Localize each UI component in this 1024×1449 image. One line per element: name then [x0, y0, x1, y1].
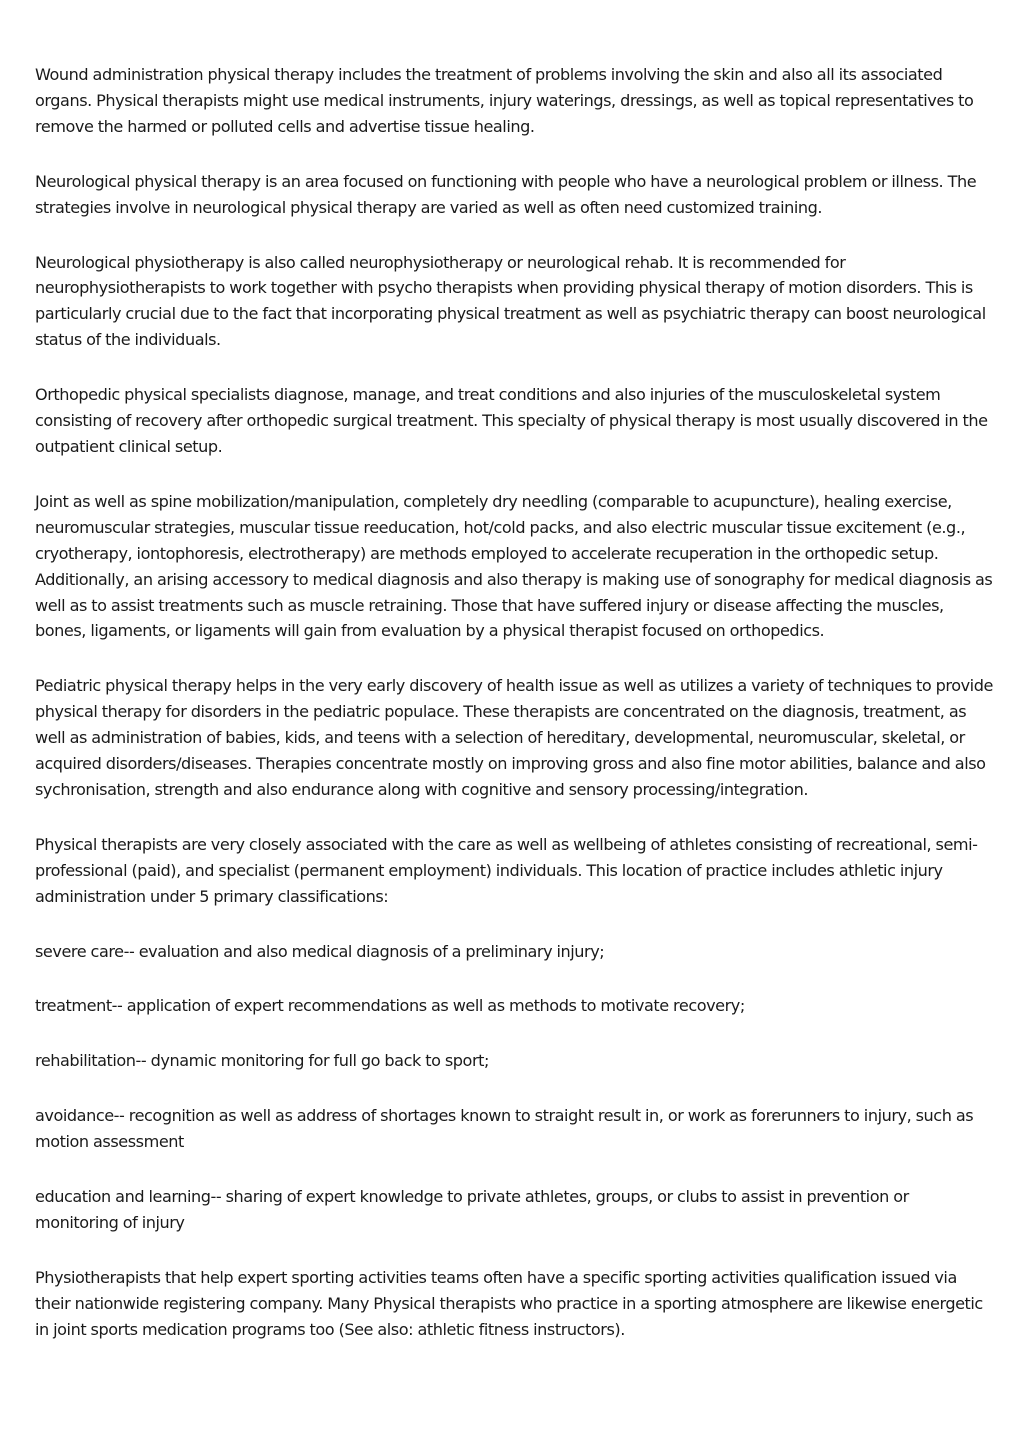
document-body — [35, 62, 995, 1372]
paragraph-sports-teams: Physiotherapists that help expert sporting activities teams often have a specific sporting activities qualification issued via their nationwide registering company. Many Physical therapists who practice in a sporting atmosphere are likewise energetic in joint sports medication programs too (See also: athletic fitness instructors). — [35, 1267, 983, 1339]
paragraph-neurophysiotherapy: Neurological physiotherapy is also called neurophysiotherapy or neurological rehab. It is recommended for neurophysiotherapists to work together with psycho therapists when providing physical therapy of motion disorders. This is particularly crucial due to the fact that incorporating physical treatment as well as psychiatric therapy can boost neurological status of the individuals. — [35, 252, 986, 350]
list-item-rehabilitation: rehabilitation-- dynamic monitoring for full go back to sport; — [35, 1051, 489, 1071]
list-item-treatment: treatment-- application of expert recommendations as well as methods to motivate recovery; — [35, 996, 745, 1016]
list-item-severe-care: severe care-- evaluation and also medical diagnosis of a preliminary injury; — [35, 941, 605, 961]
paragraph-orthopedic-intro: Orthopedic physical specialists diagnose, manage, and treat conditions and also injuries of the musculoskeletal system consisting of recovery after orthopedic surgical treatment. This specialty of physical therapy is most usually discovered in the outpatient clinical setup. — [35, 385, 988, 456]
list-item-avoidance: avoidance-- recognition as well as address of shortages known to straight result in, or work as forerunners to injury, such as motion assessment — [35, 1106, 974, 1152]
paragraph-orthopedic-methods: Joint as well as spine mobilization/manipulation, completely dry needling (comparable to acupuncture), healing exercise, neuromuscular strategies, muscular tissue reeducation, hot/cold packs, and also electric muscular tissue excitement (e.g., cryotherapy, iontophoresis, electrotherapy) are methods employed to accelerate recuperation in the orthopedic setup. Additionally, an arising accessory to medical diagnosis and also therapy is making use of sonography for medical diagnosis as well as to assist treatments such as muscle retraining. Those that have suffered injury or disease affecting the muscles, bones, ligaments, or ligaments will gain from evaluation by a physical therapist focused on orthopedics. — [35, 491, 993, 641]
paragraph-neurological-intro: Neurological physical therapy is an area focused on functioning with people who have a neurological problem or illness. The strategies involve in neurological physical therapy are varied as well as often need customized training. — [35, 171, 977, 217]
paragraph-sports-intro: Physical therapists are very closely associated with the care as well as wellbeing of athletes consisting of recreational, semi-professional (paid), and specialist (permanent employment) individuals. This location of practice includes athletic injury administration under 5 primary classifications: — [35, 834, 978, 906]
paragraph-wound-care: Wound administration physical therapy includes the treatment of problems involving the skin and also all its associated organs. Physical therapists might use medical instruments, injury waterings, dressings, as well as topical representatives to remove the harmed or polluted cells and advertise tissue healing. — [35, 65, 974, 136]
list-item-education: education and learning-- sharing of expert knowledge to private athletes, groups, or clubs to assist in prevention or monitoring of injury — [35, 1187, 909, 1232]
paragraph-pediatric: Pediatric physical therapy helps in the very early discovery of health issue as well as utilizes a variety of techniques to provide physical therapy for disorders in the pediatric populace. These therapists are concentrated on the diagnosis, treatment, as well as administration of babies, kids, and teens with a selection of hereditary, developmental, neuromuscular, skeletal, or acquired disorders/diseases. Therapies concentrate mostly on improving gross and also fine motor abilities, balance and also sychronisation, strength and also endurance along with cognitive and sensory processing/integration. — [35, 676, 993, 799]
